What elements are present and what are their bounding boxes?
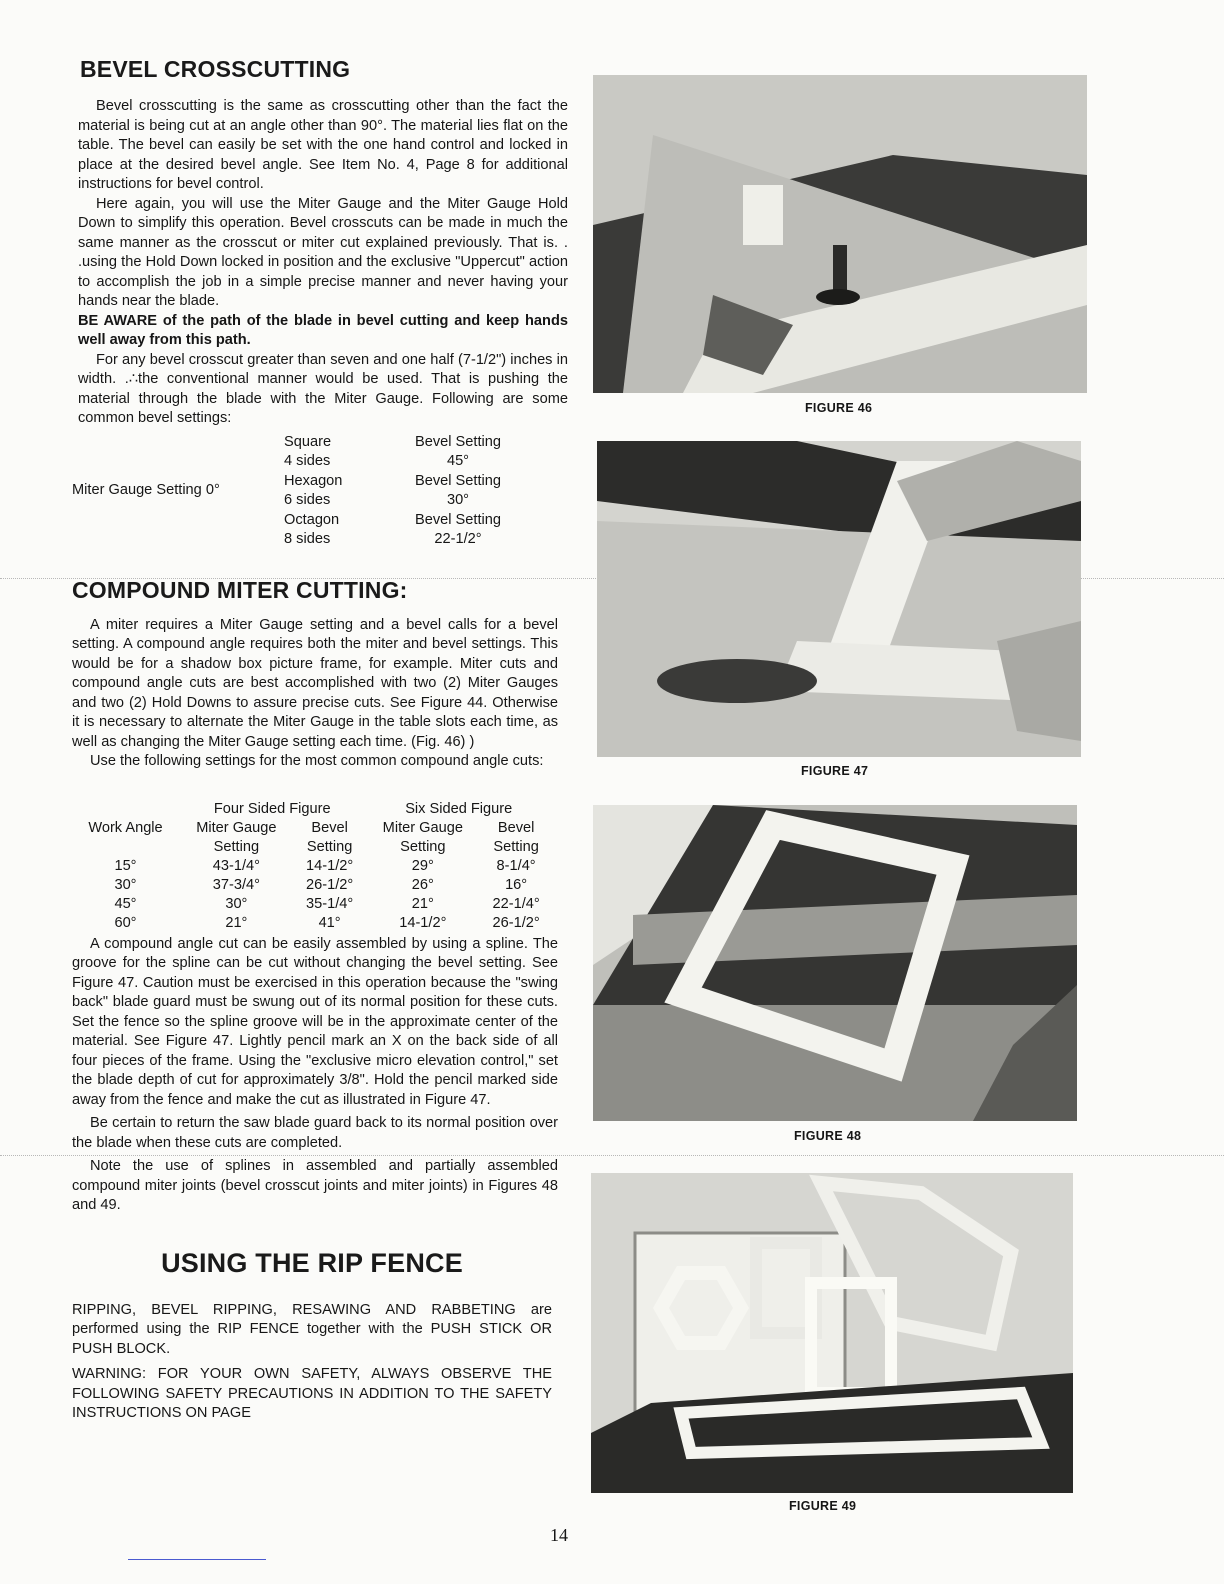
- setting-cell: Bevel Setting: [415, 433, 501, 450]
- table-cell: 30°: [225, 895, 248, 912]
- section-title-compound-miter: COMPOUND MITER CUTTING:: [72, 576, 408, 603]
- table-cell: 35-1/4°: [305, 895, 354, 912]
- paragraph: For any bevel crosscut greater than seven and one half (7-1/2") inches in width. .∴the conventional manner would be used. That is pushing the material through the blade with the Miter Gauge. Following are some common bevel settings:: [78, 351, 568, 426]
- table-cell: 41°: [318, 914, 341, 931]
- bevel-setting-column: [410, 433, 506, 550]
- table-header: Setting: [306, 838, 353, 855]
- table-header: Bevel: [497, 819, 535, 836]
- page-number: 14: [550, 1525, 568, 1545]
- table-row: [72, 857, 552, 876]
- table-row: [72, 876, 552, 895]
- rip-fence-section: [72, 1248, 552, 1424]
- paragraph: Here again, you will use the Miter Gauge and the Miter Gauge Hold Down to simplify this operation. Bevel crosscuts can be made in much the same manner as the crosscut or miter cut explained previously. That is. . .using the Hold Down locked in position and the exclusive "Uppercut" action to accomplish the job in a simple precise manner and never having your hands near the blade.: [78, 195, 568, 309]
- paragraph: Bevel crosscutting is the same as crosscutting other than the fact the material is being cut at an angle other than 90°. The material lies flat on the table. The bevel can easily be set with the one hand control and locked in place at the desired bevel angle. See Item No. 4, Page 8 for additional instructions for bevel control.: [78, 98, 568, 192]
- paragraph: Use the following settings for the most common compound angle cuts:: [90, 753, 544, 769]
- shape-cell: Octagon: [284, 511, 340, 528]
- footer-line: [128, 1559, 266, 1560]
- setting-cell: 22-1/2°: [434, 531, 482, 547]
- text-column: [72, 56, 568, 1424]
- paragraph: A miter requires a Miter Gauge setting and a bevel calls for a bevel setting. A compound angle requires both the miter and bevel settings. This would be for a shadow box picture frame, for example. Miter cuts and compound angle cuts are best accomplished with two (2) Miter Gauges and two (2) Hold Downs to assure precise cuts. See Figure 44. Otherwise it is necessary to alternate the Miter Gauge in the table slots each time, as well as changing the Miter Gauge setting each time. (Fig. 46) ): [72, 616, 558, 750]
- spline-groove-photo-illustration: [597, 441, 1081, 757]
- table-cell: 43-1/4°: [212, 857, 260, 874]
- table-cell: 26-1/2°: [305, 876, 354, 893]
- table-cell: 30°: [114, 876, 137, 893]
- table-cell: 14-1/2°: [399, 914, 447, 931]
- table-header: Setting: [213, 838, 260, 855]
- shape-cell: 4 sides: [284, 453, 331, 469]
- table-cell: 22-1/4°: [492, 895, 540, 912]
- table-header: [72, 838, 179, 857]
- paragraph: RIPPING, BEVEL RIPPING, RESAWING AND RABBETING are performed using the RIP FENCE together with the PUSH STICK OR PUSH BLOCK.: [72, 1301, 552, 1357]
- table-header: Work Angle: [88, 819, 163, 836]
- paragraph: Be certain to return the saw blade guard back to its normal position over the blade when these cuts are completed.: [72, 1115, 558, 1151]
- section-title-rip-fence: USING THE RIP FENCE: [161, 1247, 463, 1278]
- table-cell: 8-1/4°: [496, 857, 536, 874]
- figure-46-caption: FIGURE 46: [805, 401, 873, 415]
- warning-paragraph: BE AWARE of the path of the blade in bevel cutting and keep hands well away from this path.: [78, 312, 568, 348]
- shape-cell: Hexagon: [284, 472, 343, 489]
- table-cell: 37-3/4°: [212, 876, 260, 893]
- shape-cell: 8 sides: [284, 531, 331, 547]
- setting-cell: 45°: [446, 453, 470, 469]
- assembled-frames-photo-illustration: [591, 1173, 1073, 1493]
- shape-cell: 6 sides: [284, 492, 331, 508]
- compound-angle-table: [72, 800, 552, 933]
- shape-column: [284, 433, 342, 550]
- table-header: Bevel: [311, 819, 348, 836]
- table-row: [72, 914, 552, 933]
- table-group-header: Six Sided Figure: [405, 800, 513, 817]
- figure-48-photo: [593, 805, 1077, 1121]
- shape-cell: Square: [284, 433, 332, 450]
- table-cell: 26-1/2°: [492, 914, 540, 931]
- bevel-crosscutting-section: [72, 56, 568, 429]
- table-cell: 21°: [225, 914, 248, 931]
- paragraph: Note the use of splines in assembled and partially assembled compound miter joints (bevel crosscut joints and miter joints) in Figures 48 and 49.: [72, 1158, 558, 1213]
- table-saw-photo-illustration: [593, 75, 1087, 393]
- paragraph: A compound angle cut can be easily assembled by using a spline. The groove for the spline can be cut without changing the bevel setting. See Figure 47. Caution must be exercised in this operation because the "swing back" blade guard must be swung out of its normal position for these cuts. Set the fence so the spline groove will be in the approximate center of the material. See Figure 47. Lightly pencil mark an X on the back side of all four pieces of the frame. Using the "exclusive micro elevation control," set the blade depth of cut for approximately 3/8". Hold the pencil marked side away from the fence and make the cut as illustrated in Figure 47.: [72, 935, 558, 1108]
- table-row: [72, 895, 552, 914]
- table-cell: 14-1/2°: [305, 857, 354, 874]
- section-title-bevel-crosscutting: BEVEL CROSSCUTTING: [80, 56, 351, 82]
- table-header: Miter Gauge: [382, 819, 463, 836]
- table-cell: 60°: [114, 914, 137, 931]
- table-cell: 29°: [411, 857, 434, 874]
- compound-miter-section: [72, 577, 558, 1216]
- table-group-header: Four Sided Figure: [213, 800, 331, 817]
- table-cell: 16°: [505, 876, 528, 893]
- bevel-settings-table: [72, 433, 568, 551]
- figure-49-photo: [591, 1173, 1073, 1493]
- table-header: Miter Gauge: [196, 819, 277, 836]
- setting-cell: 30°: [446, 492, 470, 508]
- table-header: Setting: [493, 838, 539, 855]
- figure-47-caption: FIGURE 47: [801, 764, 869, 778]
- figure-49-caption: FIGURE 49: [789, 1499, 857, 1513]
- warning-paragraph: WARNING: FOR YOUR OWN SAFETY, ALWAYS OBSERVE THE FOLLOWING SAFETY PRECAUTIONS IN ADDITION TO THE SAFETY INSTRUCTIONS ON PAGE: [72, 1366, 552, 1421]
- table-cell: 21°: [411, 895, 434, 912]
- figure-47-photo: [597, 441, 1081, 757]
- table-cell: 26°: [411, 876, 434, 893]
- table-cell: 45°: [114, 895, 137, 912]
- table-cell: 15°: [114, 857, 137, 874]
- miter-gauge-setting-label: Miter Gauge Setting 0°: [72, 481, 220, 498]
- frame-on-saw-photo-illustration: [593, 805, 1077, 1121]
- figure-46-photo: [593, 75, 1087, 393]
- setting-cell: Bevel Setting: [415, 472, 501, 489]
- table-header: Setting: [400, 838, 446, 855]
- setting-cell: Bevel Setting: [415, 511, 501, 528]
- figure-48-caption: FIGURE 48: [794, 1129, 862, 1143]
